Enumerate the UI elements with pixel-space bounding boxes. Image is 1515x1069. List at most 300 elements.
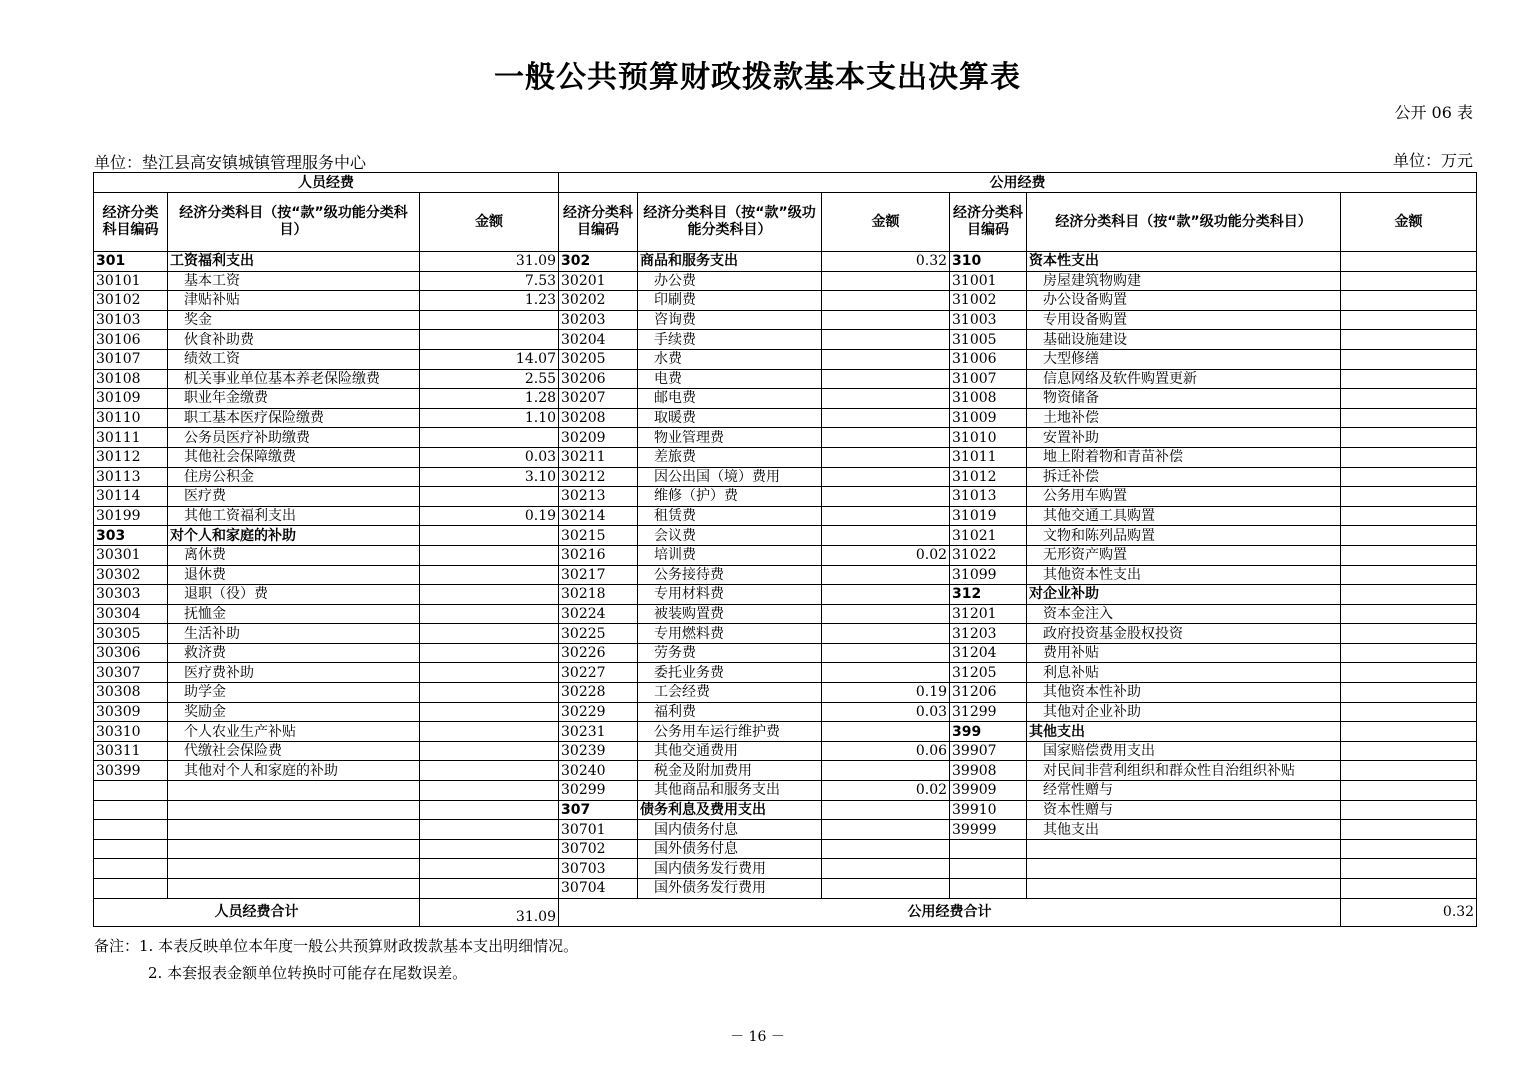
cell-subject: 电费 bbox=[638, 369, 822, 389]
cell-subject: 其他资本性支出 bbox=[1027, 565, 1341, 585]
cell-code: 30231 bbox=[559, 722, 638, 742]
cell-code: 312 bbox=[950, 585, 1027, 605]
cell-code: 31008 bbox=[950, 389, 1027, 409]
cell-subject: 资本性赠与 bbox=[1027, 800, 1341, 820]
cell-code: 30240 bbox=[559, 761, 638, 781]
cell-code: 30305 bbox=[94, 624, 168, 644]
table-row bbox=[94, 428, 1477, 448]
cell-amount bbox=[1341, 683, 1477, 703]
totals-row bbox=[94, 898, 1477, 926]
cell-code: 39910 bbox=[950, 800, 1027, 820]
cell-subject: 差旅费 bbox=[638, 447, 822, 467]
cell-code: 30112 bbox=[94, 447, 168, 467]
cell-amount bbox=[822, 271, 950, 291]
column-header-row bbox=[94, 193, 1477, 252]
cell-amount bbox=[822, 330, 950, 350]
table-row bbox=[94, 389, 1477, 409]
cell-subject: 工资福利支出 bbox=[168, 252, 420, 272]
cell-subject: 机关事业单位基本养老保险缴费 bbox=[168, 369, 420, 389]
cell-code bbox=[94, 820, 168, 840]
cell-subject: 助学金 bbox=[168, 683, 420, 703]
cell-subject: 救济费 bbox=[168, 643, 420, 663]
cell-amount bbox=[822, 428, 950, 448]
section-personnel: 人员经费 bbox=[94, 173, 559, 193]
cell-subject: 利息补贴 bbox=[1027, 663, 1341, 683]
cell-amount bbox=[1341, 859, 1477, 879]
table-row bbox=[94, 330, 1477, 350]
cell-code: 30303 bbox=[94, 585, 168, 605]
cell-code: 31003 bbox=[950, 310, 1027, 330]
cell-amount bbox=[420, 702, 559, 722]
cell-subject: 其他对个人和家庭的补助 bbox=[168, 761, 420, 781]
cell-amount bbox=[1341, 820, 1477, 840]
cell-code: 399 bbox=[950, 722, 1027, 742]
table-row bbox=[94, 349, 1477, 369]
cell-code: 39999 bbox=[950, 820, 1027, 840]
cell-code: 30308 bbox=[94, 683, 168, 703]
cell-subject: 水费 bbox=[638, 349, 822, 369]
note-2: 2. 本套报表金额单位转换时可能存在尾数误差。 bbox=[148, 964, 468, 982]
cell-code: 307 bbox=[559, 800, 638, 820]
cell-subject bbox=[168, 800, 420, 820]
cell-code: 31009 bbox=[950, 408, 1027, 428]
cell-amount bbox=[420, 310, 559, 330]
cell-subject: 会议费 bbox=[638, 526, 822, 546]
cell-code: 30209 bbox=[559, 428, 638, 448]
cell-amount bbox=[822, 447, 950, 467]
table-row bbox=[94, 291, 1477, 311]
cell-code bbox=[950, 839, 1027, 859]
cell-amount: 0.03 bbox=[420, 447, 559, 467]
cell-amount bbox=[1341, 604, 1477, 624]
cell-subject: 奖励金 bbox=[168, 702, 420, 722]
cell-code bbox=[94, 800, 168, 820]
cell-code: 31005 bbox=[950, 330, 1027, 350]
cell-code: 30214 bbox=[559, 506, 638, 526]
cell-subject: 专用材料费 bbox=[638, 585, 822, 605]
table-row bbox=[94, 252, 1477, 272]
cell-subject: 土地补偿 bbox=[1027, 408, 1341, 428]
page-title: 一般公共预算财政拨款基本支出决算表 bbox=[494, 60, 1021, 95]
cell-code: 30205 bbox=[559, 349, 638, 369]
cell-amount bbox=[420, 879, 559, 899]
cell-subject: 其他社会保障缴费 bbox=[168, 447, 420, 467]
cell-amount bbox=[420, 839, 559, 859]
cell-code bbox=[94, 839, 168, 859]
cell-amount bbox=[822, 369, 950, 389]
cell-subject: 专用设备购置 bbox=[1027, 310, 1341, 330]
cell-subject: 国内债务发行费用 bbox=[638, 859, 822, 879]
cell-code: 30306 bbox=[94, 643, 168, 663]
cell-subject: 物业管理费 bbox=[638, 428, 822, 448]
cell-subject: 公务用车运行维护费 bbox=[638, 722, 822, 742]
cell-amount bbox=[822, 526, 950, 546]
cell-code: 303 bbox=[94, 526, 168, 546]
cell-amount bbox=[420, 428, 559, 448]
cell-amount bbox=[822, 310, 950, 330]
cell-code: 30202 bbox=[559, 291, 638, 311]
cell-code: 30216 bbox=[559, 545, 638, 565]
cell-code: 31204 bbox=[950, 643, 1027, 663]
cell-subject: 其他支出 bbox=[1027, 820, 1341, 840]
cell-subject: 资本性支出 bbox=[1027, 252, 1341, 272]
cell-code: 30229 bbox=[559, 702, 638, 722]
cell-amount bbox=[822, 859, 950, 879]
cell-code: 30301 bbox=[94, 545, 168, 565]
cell-subject: 个人农业生产补贴 bbox=[168, 722, 420, 742]
cell-code: 31203 bbox=[950, 624, 1027, 644]
table-row bbox=[94, 643, 1477, 663]
cell-amount bbox=[1341, 879, 1477, 899]
cell-code bbox=[94, 859, 168, 879]
table-row bbox=[94, 761, 1477, 781]
table-row bbox=[94, 447, 1477, 467]
cell-code: 30399 bbox=[94, 761, 168, 781]
cell-code: 30702 bbox=[559, 839, 638, 859]
cell-amount bbox=[1341, 349, 1477, 369]
table-row bbox=[94, 820, 1477, 840]
cell-code: 31019 bbox=[950, 506, 1027, 526]
cell-amount bbox=[822, 408, 950, 428]
cell-subject: 咨询费 bbox=[638, 310, 822, 330]
cell-amount bbox=[822, 722, 950, 742]
cell-subject: 国外债务发行费用 bbox=[638, 879, 822, 899]
cell-amount: 2.55 bbox=[420, 369, 559, 389]
cell-amount bbox=[1341, 526, 1477, 546]
cell-code: 30311 bbox=[94, 741, 168, 761]
cell-amount: 7.53 bbox=[420, 271, 559, 291]
cell-subject: 其他支出 bbox=[1027, 722, 1341, 742]
cell-subject: 公务用车购置 bbox=[1027, 487, 1341, 507]
cell-amount bbox=[420, 859, 559, 879]
cell-code: 31007 bbox=[950, 369, 1027, 389]
cell-subject: 地上附着物和青苗补偿 bbox=[1027, 447, 1341, 467]
cell-subject: 职工基本医疗保险缴费 bbox=[168, 408, 420, 428]
cell-code: 30106 bbox=[94, 330, 168, 350]
cell-amount bbox=[822, 565, 950, 585]
cell-code: 31099 bbox=[950, 565, 1027, 585]
cell-subject: 税金及附加费用 bbox=[638, 761, 822, 781]
table-row bbox=[94, 702, 1477, 722]
cell-subject: 其他工资福利支出 bbox=[168, 506, 420, 526]
cell-subject: 费用补贴 bbox=[1027, 643, 1341, 663]
cell-code: 30199 bbox=[94, 506, 168, 526]
header-code: 经济分类科目编码 bbox=[950, 193, 1027, 252]
cell-amount bbox=[822, 291, 950, 311]
cell-amount bbox=[1341, 330, 1477, 350]
header-amount: 金额 bbox=[822, 193, 950, 252]
table-row bbox=[94, 879, 1477, 899]
cell-code: 302 bbox=[559, 252, 638, 272]
cell-code: 31205 bbox=[950, 663, 1027, 683]
cell-amount bbox=[1341, 487, 1477, 507]
cell-code: 30108 bbox=[94, 369, 168, 389]
cell-subject: 手续费 bbox=[638, 330, 822, 350]
cell-amount bbox=[420, 330, 559, 350]
table-id: 公开 06 表 bbox=[1394, 103, 1473, 122]
cell-subject: 基础设施建设 bbox=[1027, 330, 1341, 350]
cell-subject: 办公费 bbox=[638, 271, 822, 291]
cell-amount bbox=[1341, 467, 1477, 487]
cell-amount bbox=[420, 585, 559, 605]
cell-amount: 1.10 bbox=[420, 408, 559, 428]
cell-subject: 安置补助 bbox=[1027, 428, 1341, 448]
table-row bbox=[94, 271, 1477, 291]
cell-subject: 邮电费 bbox=[638, 389, 822, 409]
cell-code: 30101 bbox=[94, 271, 168, 291]
cell-subject: 劳务费 bbox=[638, 643, 822, 663]
cell-subject bbox=[1027, 879, 1341, 899]
cell-code bbox=[94, 781, 168, 801]
table-row bbox=[94, 467, 1477, 487]
cell-subject: 公务员医疗补助缴费 bbox=[168, 428, 420, 448]
cell-amount bbox=[1341, 565, 1477, 585]
cell-subject: 因公出国（境）费用 bbox=[638, 467, 822, 487]
cell-code: 30226 bbox=[559, 643, 638, 663]
cell-code: 30228 bbox=[559, 683, 638, 703]
table-row bbox=[94, 585, 1477, 605]
cell-amount bbox=[822, 487, 950, 507]
cell-code: 30701 bbox=[559, 820, 638, 840]
personnel-total-label: 人员经费合计 bbox=[94, 898, 420, 926]
cell-amount bbox=[420, 624, 559, 644]
cell-subject: 培训费 bbox=[638, 545, 822, 565]
cell-amount bbox=[420, 741, 559, 761]
cell-code: 30213 bbox=[559, 487, 638, 507]
cell-subject: 信息网络及软件购置更新 bbox=[1027, 369, 1341, 389]
cell-code: 30239 bbox=[559, 741, 638, 761]
cell-subject: 其他资本性补助 bbox=[1027, 683, 1341, 703]
cell-subject: 福利费 bbox=[638, 702, 822, 722]
cell-code: 301 bbox=[94, 252, 168, 272]
cell-amount: 0.19 bbox=[822, 683, 950, 703]
cell-code: 30204 bbox=[559, 330, 638, 350]
cell-code: 30109 bbox=[94, 389, 168, 409]
table-row bbox=[94, 310, 1477, 330]
cell-amount bbox=[1341, 447, 1477, 467]
cell-code: 30211 bbox=[559, 447, 638, 467]
cell-subject: 其他商品和服务支出 bbox=[638, 781, 822, 801]
table-row bbox=[94, 800, 1477, 820]
section-header-row bbox=[94, 173, 1477, 193]
cell-subject: 国家赔偿费用支出 bbox=[1027, 741, 1341, 761]
cell-amount bbox=[822, 349, 950, 369]
cell-subject: 被装购置费 bbox=[638, 604, 822, 624]
cell-code: 30212 bbox=[559, 467, 638, 487]
cell-subject: 房屋建筑物购建 bbox=[1027, 271, 1341, 291]
cell-subject: 对个人和家庭的补助 bbox=[168, 526, 420, 546]
header-amount: 金额 bbox=[420, 193, 559, 252]
personnel-total-value: 31.09 bbox=[420, 898, 559, 926]
cell-subject: 物资储备 bbox=[1027, 389, 1341, 409]
cell-amount bbox=[1341, 800, 1477, 820]
cell-subject: 委托业务费 bbox=[638, 663, 822, 683]
cell-code: 30114 bbox=[94, 487, 168, 507]
cell-amount bbox=[822, 643, 950, 663]
cell-amount bbox=[1341, 643, 1477, 663]
page-number: － 16 － bbox=[730, 1029, 785, 1045]
cell-amount bbox=[420, 545, 559, 565]
header-amount: 金额 bbox=[1341, 193, 1477, 252]
cell-code: 30304 bbox=[94, 604, 168, 624]
cell-code: 30299 bbox=[559, 781, 638, 801]
cell-subject: 津贴补贴 bbox=[168, 291, 420, 311]
cell-subject: 绩效工资 bbox=[168, 349, 420, 369]
header-code: 经济分类科目编码 bbox=[559, 193, 638, 252]
cell-amount: 0.19 bbox=[420, 506, 559, 526]
cell-code: 31001 bbox=[950, 271, 1027, 291]
cell-subject: 伙食补助费 bbox=[168, 330, 420, 350]
cell-subject bbox=[1027, 839, 1341, 859]
unit-organization: 单位：垫江县高安镇城镇管理服务中心 bbox=[94, 153, 367, 172]
cell-amount bbox=[1341, 252, 1477, 272]
cell-amount bbox=[420, 722, 559, 742]
table-row bbox=[94, 526, 1477, 546]
cell-subject: 其他对企业补助 bbox=[1027, 702, 1341, 722]
cell-code: 31002 bbox=[950, 291, 1027, 311]
cell-amount bbox=[822, 800, 950, 820]
cell-subject: 国外债务付息 bbox=[638, 839, 822, 859]
cell-amount bbox=[1341, 291, 1477, 311]
cell-subject: 工会经费 bbox=[638, 683, 822, 703]
cell-code bbox=[94, 879, 168, 899]
cell-subject: 其他交通工具购置 bbox=[1027, 506, 1341, 526]
cell-code: 30225 bbox=[559, 624, 638, 644]
cell-code: 30207 bbox=[559, 389, 638, 409]
table-row bbox=[94, 781, 1477, 801]
cell-code: 30217 bbox=[559, 565, 638, 585]
header-subject: 经济分类科目（按“款”级功能分类科目） bbox=[638, 193, 822, 252]
cell-code: 30227 bbox=[559, 663, 638, 683]
cell-subject: 其他交通费用 bbox=[638, 741, 822, 761]
table-row bbox=[94, 487, 1477, 507]
cell-amount bbox=[822, 761, 950, 781]
cell-subject: 经常性赠与 bbox=[1027, 781, 1341, 801]
cell-amount bbox=[420, 565, 559, 585]
cell-code: 30302 bbox=[94, 565, 168, 585]
cell-subject bbox=[168, 879, 420, 899]
cell-amount bbox=[420, 643, 559, 663]
cell-subject bbox=[168, 839, 420, 859]
cell-code: 30111 bbox=[94, 428, 168, 448]
cell-amount: 3.10 bbox=[420, 467, 559, 487]
cell-amount bbox=[822, 839, 950, 859]
public-total-value: 0.32 bbox=[1341, 898, 1477, 926]
cell-code: 31012 bbox=[950, 467, 1027, 487]
table-row bbox=[94, 663, 1477, 683]
cell-amount: 1.23 bbox=[420, 291, 559, 311]
cell-code: 30110 bbox=[94, 408, 168, 428]
cell-code: 31021 bbox=[950, 526, 1027, 546]
cell-code: 39907 bbox=[950, 741, 1027, 761]
cell-amount bbox=[1341, 310, 1477, 330]
cell-code bbox=[950, 859, 1027, 879]
cell-subject: 奖金 bbox=[168, 310, 420, 330]
cell-amount: 31.09 bbox=[420, 252, 559, 272]
cell-code: 31022 bbox=[950, 545, 1027, 565]
table-row bbox=[94, 624, 1477, 644]
table-row bbox=[94, 839, 1477, 859]
cell-amount bbox=[1341, 741, 1477, 761]
cell-amount: 1.28 bbox=[420, 389, 559, 409]
cell-amount bbox=[1341, 369, 1477, 389]
cell-amount: 0.32 bbox=[822, 252, 950, 272]
cell-amount bbox=[1341, 271, 1477, 291]
cell-code: 30208 bbox=[559, 408, 638, 428]
cell-code: 30107 bbox=[94, 349, 168, 369]
cell-code: 31206 bbox=[950, 683, 1027, 703]
expenditure-table bbox=[93, 172, 1477, 927]
cell-subject: 维修（护）费 bbox=[638, 487, 822, 507]
note-1: 备注：1. 本表反映单位本年度一般公共预算财政拨款基本支出明细情况。 bbox=[94, 937, 579, 955]
cell-code: 30224 bbox=[559, 604, 638, 624]
cell-subject: 政府投资基金股权投资 bbox=[1027, 624, 1341, 644]
cell-code: 30218 bbox=[559, 585, 638, 605]
cell-code: 39909 bbox=[950, 781, 1027, 801]
cell-subject: 租赁费 bbox=[638, 506, 822, 526]
cell-code: 30309 bbox=[94, 702, 168, 722]
cell-amount bbox=[822, 820, 950, 840]
cell-code: 30703 bbox=[559, 859, 638, 879]
cell-amount: 0.06 bbox=[822, 741, 950, 761]
cell-code: 31013 bbox=[950, 487, 1027, 507]
table-row bbox=[94, 565, 1477, 585]
cell-subject: 国内债务付息 bbox=[638, 820, 822, 840]
cell-amount bbox=[420, 761, 559, 781]
cell-amount bbox=[822, 663, 950, 683]
cell-code: 31011 bbox=[950, 447, 1027, 467]
table-row bbox=[94, 741, 1477, 761]
cell-amount bbox=[822, 506, 950, 526]
table-row bbox=[94, 604, 1477, 624]
cell-code: 31299 bbox=[950, 702, 1027, 722]
cell-subject: 抚恤金 bbox=[168, 604, 420, 624]
cell-amount bbox=[1341, 722, 1477, 742]
table-row bbox=[94, 722, 1477, 742]
cell-subject: 对民间非营利组织和群众性自治组织补贴 bbox=[1027, 761, 1341, 781]
cell-code: 31006 bbox=[950, 349, 1027, 369]
cell-amount bbox=[420, 683, 559, 703]
cell-code: 31201 bbox=[950, 604, 1027, 624]
cell-amount: 0.02 bbox=[822, 781, 950, 801]
cell-amount bbox=[822, 389, 950, 409]
cell-amount bbox=[1341, 585, 1477, 605]
cell-subject: 大型修缮 bbox=[1027, 349, 1341, 369]
cell-subject: 生活补助 bbox=[168, 624, 420, 644]
table-row bbox=[94, 859, 1477, 879]
header-subject: 经济分类科目（按“款”级功能分类科目） bbox=[168, 193, 420, 252]
cell-subject: 离休费 bbox=[168, 545, 420, 565]
cell-amount bbox=[1341, 624, 1477, 644]
cell-subject: 取暖费 bbox=[638, 408, 822, 428]
cell-amount bbox=[1341, 663, 1477, 683]
cell-subject: 医疗费 bbox=[168, 487, 420, 507]
cell-code: 30203 bbox=[559, 310, 638, 330]
table-row bbox=[94, 683, 1477, 703]
cell-amount: 0.02 bbox=[822, 545, 950, 565]
cell-amount bbox=[420, 781, 559, 801]
cell-code: 310 bbox=[950, 252, 1027, 272]
cell-amount bbox=[1341, 408, 1477, 428]
cell-subject: 拆迁补偿 bbox=[1027, 467, 1341, 487]
cell-amount bbox=[1341, 428, 1477, 448]
cell-subject bbox=[168, 859, 420, 879]
section-public: 公用经费 bbox=[559, 173, 1477, 193]
cell-subject: 债务利息及费用支出 bbox=[638, 800, 822, 820]
cell-code: 30113 bbox=[94, 467, 168, 487]
cell-amount bbox=[822, 585, 950, 605]
cell-code bbox=[950, 879, 1027, 899]
